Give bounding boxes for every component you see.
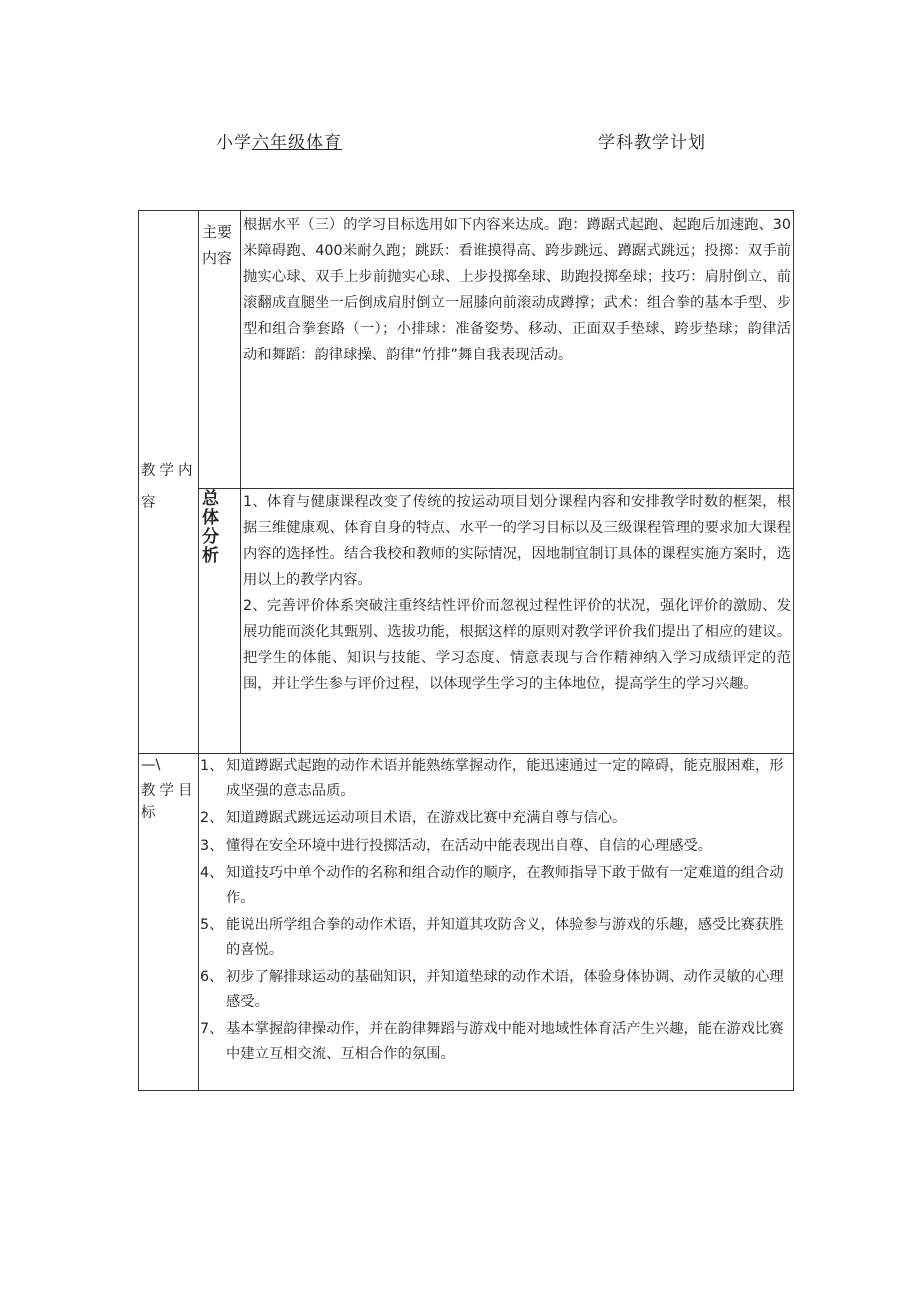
- main-label-line2: 内容: [202, 249, 233, 267]
- title-subject: 体育: [306, 133, 342, 153]
- goals-label-line3: 标: [141, 805, 156, 821]
- goal-number: 2、: [200, 810, 224, 826]
- list-item: [200, 965, 794, 1014]
- content-label-line2: 容: [141, 495, 156, 511]
- goals-section-label: [141, 754, 197, 824]
- analysis-paragraph-2: 2、完善评价体系突破注重终结性评价而忽视过程性评价的状况，强化评价的激励、发展功能而淡化其甄别、选拔功能，根据这样的原则对教学评价我们提出了相应的建议。把学生的体能、知识与技能、学习态度、情意表现与合作精神纳入学习成绩评定的范围，并让学生参与评价过程，以体现学生学习的主体地位，提高学生的学习兴趣。: [243, 598, 791, 692]
- page-title: [216, 128, 342, 153]
- goal-number: 1、: [200, 758, 224, 774]
- goal-number: 4、: [200, 865, 224, 881]
- goal-number: 5、: [200, 917, 224, 933]
- goals-list: [200, 754, 794, 1069]
- main-content-label: [202, 219, 240, 271]
- goal-text: 初步了解排球运动的基础知识，并知道垫球的动作术语，体验身体协调、动作灵敏的心理感受。: [226, 969, 784, 1010]
- analysis-text-cell: [243, 489, 791, 697]
- goal-text: 知道蹲踞式跳远运动项目术语，在游戏比赛中充满自尊与信心。: [226, 810, 627, 826]
- list-item: [200, 1017, 794, 1066]
- title-grade: 六年级: [252, 133, 306, 153]
- goal-text: 懂得在安全环境中进行投掷活动，在活动中能表现出自尊、自信的心理感受。: [226, 837, 713, 854]
- goal-number: 3、: [200, 837, 224, 854]
- content-label-line1: 教学内: [141, 463, 197, 479]
- main-content-text-cell: [243, 212, 791, 368]
- goal-number: 6、: [200, 969, 224, 985]
- list-item: [200, 806, 794, 831]
- main-content-text: 根据水平（三）的学习目标选用如下内容来达成。跑：蹲踞式起跑、起跑后加速跑、30米障碍跑、400米耐久跑；跳跃：看谁摸得高、跨步跳远、蹲踞式跳远；投掷：双手前抛实心球、双手上步前抛实心球、上步投掷垒球、助跑投掷垒球；技巧：肩肘倒立、前滚翻成直腿坐一后倒成肩肘倒立一屈膝向前滚动成蹲撑；武术：组合拳的基本手型、步型和组合拳套路（一）；小排球：准备姿势、移动、正面双手垫球、跨步垫球；韵律活动和舞蹈：韵律球操、韵律“竹排”舞自我表现活动。: [243, 217, 791, 363]
- main-label-line1: 主要: [202, 223, 233, 241]
- table-border-top: [138, 210, 794, 211]
- goal-text: 知道技巧中单个动作的名称和组合动作的顺序，在教师指导下敢于做有一定难道的组合动作。: [226, 865, 784, 906]
- goal-text: 知道蹲踞式起跑的动作术语并能熟练掌握动作，能迅速通过一定的障碍，能克服困难，形成坚强的意志品质。: [226, 758, 784, 799]
- goal-text: 能说出所学组合拳的动作术语，并知道其攻防含义，体验参与游戏的乐趣，感受比赛获胜的喜悦。: [226, 917, 784, 958]
- goals-label-line2: 教学目: [141, 783, 197, 799]
- goals-label-line1: —\: [141, 757, 161, 773]
- title-prefix: 小学: [216, 133, 252, 153]
- list-item: [200, 861, 794, 910]
- goal-text: 基本掌握韵律操动作，并在韵律舞蹈与游戏中能对地域性体育活产生兴趣，能在游戏比赛中建立互相交流、互相合作的氛围。: [226, 1021, 784, 1062]
- table-col-divider-1: [198, 210, 199, 1091]
- list-item: [200, 834, 794, 859]
- title-suffix: 学科教学计划: [598, 133, 706, 153]
- analysis-label: 总体分析: [202, 489, 219, 566]
- table-col-divider-2: [240, 210, 241, 754]
- table-border-left: [138, 210, 139, 1091]
- content-section-label: [141, 458, 197, 516]
- list-item: [200, 913, 794, 962]
- goal-number: 7、: [200, 1021, 224, 1037]
- list-item: [200, 754, 794, 803]
- table-border-bottom: [138, 1090, 794, 1091]
- analysis-paragraph-1: 1、体育与健康课程改变了传统的按运动项目划分课程内容和安排教学时数的框架，根据三维健康观、体育自身的特点、水平一的学习目标以及三级课程管理的要求加大课程内容的选择性。结合我校和教师的实际情况，因地制宜制订具体的课程实施方案时，选用以上的教学内容。: [243, 494, 791, 588]
